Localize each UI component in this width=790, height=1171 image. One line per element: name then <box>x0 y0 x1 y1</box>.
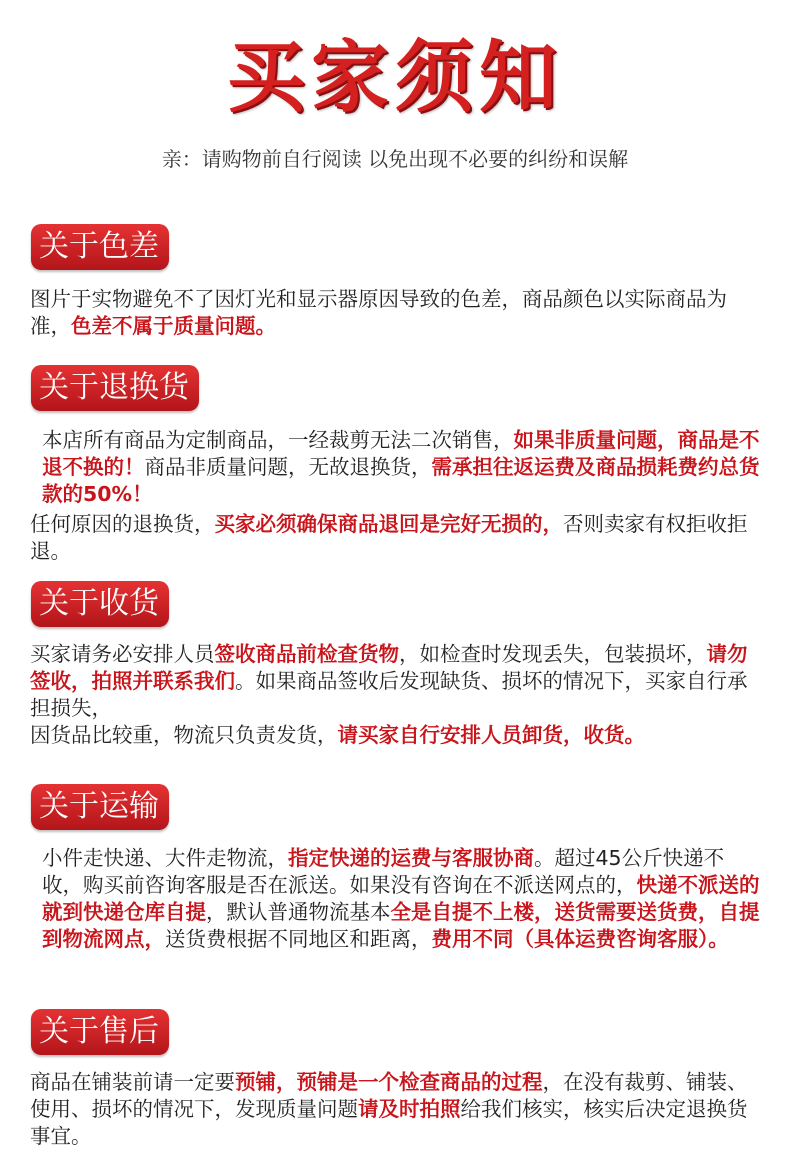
section-body-color <box>30 286 760 340</box>
text: 否则卖家有权拒收拒退。 <box>30 512 748 563</box>
text: 送货费根据不同地区和距离， <box>165 927 432 951</box>
section-body-aftersales <box>30 1069 760 1150</box>
section-heading-aftersales: 关于售后 <box>31 1009 169 1055</box>
highlight-text: 请及时拍照 <box>358 1097 461 1121</box>
highlight-text: 色差不属于质量问题。 <box>71 314 276 338</box>
text: 商品非质量问题，无故退换货， <box>144 455 432 479</box>
text: ，在没有裁剪、铺装、使用、损坏的情况下，发现质量问题 <box>30 1070 748 1121</box>
text: 小件走快递、大件走物流， <box>42 846 288 870</box>
highlight-text: 预铺，预铺是一个检查商品的过程 <box>235 1070 543 1094</box>
text: ，如检查时发现丢失，包装损坏， <box>399 642 707 666</box>
page-title: 买家须知 <box>226 32 563 123</box>
highlight-text: 费用不同（具体运费咨询客服）。 <box>431 927 729 951</box>
section-body-receiving <box>30 641 760 749</box>
text: 因货品比较重，物流只负责发货， <box>30 723 338 747</box>
text: 。超过45公斤快递不收，购买前咨询客服是否在派送。如果没有咨询在不派送网点的， <box>42 846 725 897</box>
highlight-text: 请买家自行安排人员卸货，收货。 <box>337 723 645 747</box>
text: 本店所有商品为定制商品，一经裁剪无法二次销售， <box>42 428 514 452</box>
section-heading-color: 关于色差 <box>31 224 169 270</box>
text: 买家请务必安排人员 <box>30 642 215 666</box>
section-heading-shipping: 关于运输 <box>31 784 169 830</box>
highlight-text: 快递不派送的就到快递仓库自提 <box>42 873 760 924</box>
highlight-text: 全是自提不上楼，送货需要送货费，自提到物流网点， <box>42 900 760 951</box>
section-body-shipping <box>30 845 760 953</box>
text: ，默认普通物流基本 <box>206 900 391 924</box>
highlight-text: 签收商品前检查货物 <box>214 642 399 666</box>
page-subtitle: 亲：请购物前自行阅读 以免出现不必要的纠纷和误解 <box>161 147 629 171</box>
highlight-text: 如果非质量问题，商品是不退不换的！ <box>42 428 760 479</box>
section-body-returns <box>30 427 760 565</box>
section-heading-receiving: 关于收货 <box>31 581 169 627</box>
highlight-text: 买家必须确保商品退回是完好无损的， <box>214 512 563 536</box>
section-heading-returns: 关于退换货 <box>31 365 199 411</box>
highlight-text: 需承担往返运费及商品损耗费约总货款的50%！ <box>42 455 760 506</box>
text: 图片于实物避免不了因灯光和显示器原因导致的色差，商品颜色以实际商品为准， <box>30 287 727 338</box>
text: 商品在铺装前请一定要 <box>30 1070 235 1094</box>
text: 。如果商品签收后发现缺货、损坏的情况下，买家自行承担损失， <box>30 669 748 720</box>
text: 给我们核实，核实后决定退换货事宜。 <box>30 1097 748 1148</box>
text: 任何原因的退换货， <box>30 512 215 536</box>
highlight-text: 请勿签收，拍照并联系我们 <box>30 642 748 693</box>
highlight-text: 指定快递的运费与客服协商 <box>288 846 534 870</box>
